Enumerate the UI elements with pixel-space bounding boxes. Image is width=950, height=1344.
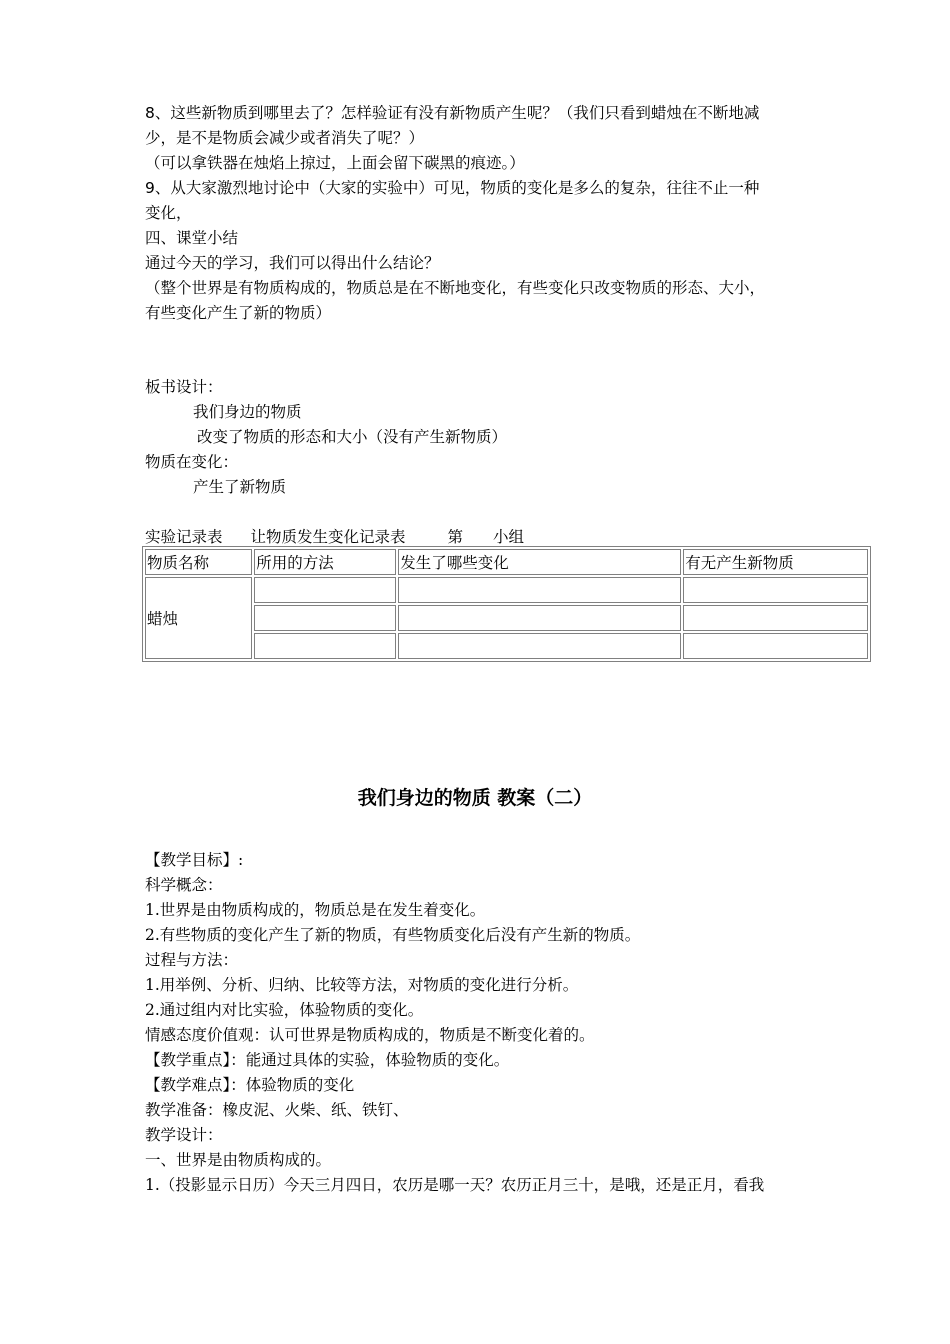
table-cell	[254, 577, 396, 603]
text-line: 1.用举例、分析、归纳、比较等方法，对物质的变化进行分析。	[145, 976, 579, 994]
material-name-cell: 蜡烛	[145, 577, 252, 659]
text-line: 一、世界是由物质构成的。	[145, 1151, 332, 1169]
board-design-label: 板书设计：	[145, 378, 223, 396]
text-line: 有些变化产生了新的物质）	[145, 304, 332, 322]
table-caption	[145, 526, 524, 548]
text-line: 情感态度价值观：认可世界是物质构成的，物质是不断变化着的。	[145, 1026, 595, 1044]
text-line: 1.世界是由物质构成的，物质总是在发生着变化。	[145, 901, 486, 919]
section-heading: 四、课堂小结	[145, 229, 239, 247]
table-caption-group-prefix: 第	[447, 528, 464, 546]
table-header-row	[145, 549, 868, 575]
board-topic: 我们身边的物质	[193, 403, 302, 421]
text-line: 过程与方法：	[145, 951, 239, 969]
text-line: （可以拿铁器在烛焰上掠过，上面会留下碳黑的痕迹。）	[145, 154, 525, 172]
board-root: 物质在变化：	[145, 453, 239, 471]
table-row	[145, 605, 868, 631]
table-row	[145, 577, 868, 603]
table-cell	[683, 633, 868, 659]
text-line: 通过今天的学习，我们可以得出什么结论？	[145, 254, 440, 272]
board-branch-1: 改变了物质的形态和大小（没有产生新物质）	[197, 428, 508, 446]
table-header-cell: 所用的方法	[254, 549, 396, 575]
table-cell	[683, 577, 868, 603]
table-cell	[683, 605, 868, 631]
table-cell	[254, 605, 396, 631]
text-line: 【教学重点】：能通过具体的实验，体验物质的变化。	[145, 1051, 510, 1069]
text-line: 变化，	[145, 204, 192, 222]
table-header-cell: 发生了哪些变化	[398, 549, 681, 575]
text-line: （整个世界是有物质构成的，物质总是在不断地变化，有些变化只改变物质的形态、大小，	[145, 279, 766, 297]
text-line: 1.（投影显示日历）今天三月四日，农历是哪一天？农历正月三十，是哦，还是正月，看我	[145, 1176, 765, 1194]
table-header-cell: 物质名称	[145, 549, 252, 575]
table-cell	[398, 577, 681, 603]
text-line: 2.有些物质的变化产生了新的物质，有些物质变化后没有产生新的物质。	[145, 926, 641, 944]
text-line: 科学概念：	[145, 876, 223, 894]
table-header-cell: 有无产生新物质	[683, 549, 868, 575]
table-cell	[254, 633, 396, 659]
table-cell	[398, 633, 681, 659]
table-caption-label: 实验记录表	[145, 528, 223, 546]
text-line: 教学准备：橡皮泥、火柴、纸、铁钉、	[145, 1101, 409, 1119]
text-line: 【教学难点】：体验物质的变化	[145, 1076, 355, 1094]
text-line: 2.通过组内对比实验，体验物质的变化。	[145, 1001, 424, 1019]
experiment-record-table	[142, 546, 871, 662]
text-line: 教学设计：	[145, 1126, 223, 1144]
table-cell	[398, 605, 681, 631]
text-line: 【教学目标】:	[145, 851, 244, 869]
table-caption-title: 让物质发生变化记录表	[250, 528, 406, 546]
text-line: 少，是不是物质会减少或者消失了呢？）	[145, 129, 425, 147]
table-caption-group-suffix: 小组	[493, 528, 525, 546]
text-line: 9、从大家激烈地讨论中（大家的实验中）可见，物质的变化是多么的复杂，往往不止一种	[145, 179, 760, 197]
text-line: 8、这些新物质到哪里去了？怎样验证有没有新物质产生呢？（我们只看到蜡烛在不断地减	[145, 104, 760, 122]
lesson-plan-title: 我们身边的物质 教案（二）	[357, 787, 593, 809]
table-row	[145, 633, 868, 659]
board-branch-2: 产生了新物质	[193, 478, 287, 496]
